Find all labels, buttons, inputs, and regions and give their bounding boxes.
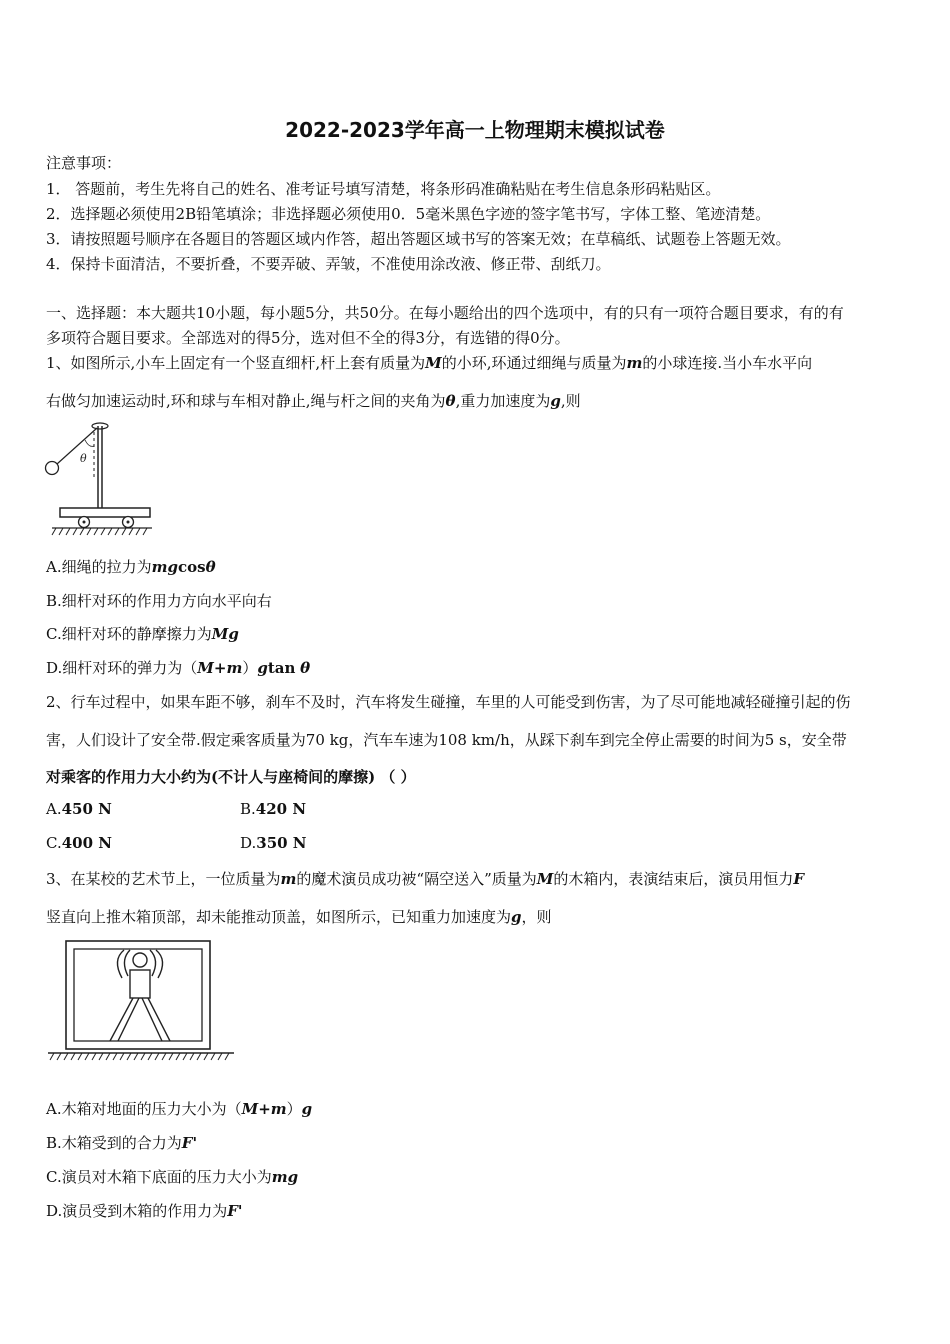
q2-stem-line-3: 对乘客的作用力大小约为(不计人与座椅间的摩擦) （ ）	[46, 768, 416, 786]
section-intro-line-1: 一、选择题：本大题共10小题，每小题5分，共50分。在每小题给出的四个选项中，有的只有一项符合题目要求，有的有	[46, 304, 844, 322]
theta-label: θ	[80, 452, 87, 465]
q1-option-d: D.细杆对环的弹力为（M+m）gtan θ	[46, 659, 311, 677]
q2-stem-line-2: 害，人们设计了安全带.假定乘客质量为70 kg，汽车车速为108 km/h，从踩下刹车到完全停止需要的时间为5 s，安全带	[46, 731, 847, 749]
ball	[46, 462, 59, 475]
q2-option-d: D.350 N	[240, 834, 307, 852]
q3-stem-line-2: 竖直向上推木箱顶部，却未能推动顶盖，如图所示，已知重力加速度为g，则	[46, 908, 552, 926]
q3-option-c: C.演员对木箱下底面的压力大小为mg	[46, 1168, 299, 1186]
q1-stem-line-1: 1、如图所示,小车上固定有一个竖直细杆,杆上套有质量为M的小环,环通过细绳与质量为m的小球连接.当小车水平向	[46, 354, 813, 372]
q1-option-b: B.细杆对环的作用力方向水平向右	[46, 592, 272, 610]
performer	[110, 950, 170, 1041]
notice-item-4: 4．保持卡面清洁，不要折叠，不要弄破、弄皱，不准使用涂改液、修正带、刮纸刀。	[46, 255, 611, 273]
notice-item-1: 1． 答题前，考生先将自己的姓名、准考证号填写清楚，将条形码准确粘贴在考生信息条形码粘贴区。	[46, 180, 721, 198]
q2-option-b: B.420 N	[240, 800, 307, 818]
q3-stem-line-1: 3、在某校的艺术节上，一位质量为m的魔术演员成功被“隔空送入”质量为M的木箱内，表演结束后，演员用恒力F	[46, 870, 805, 888]
page-title: 2022-2023学年高一上物理期末模拟试卷	[285, 118, 665, 142]
q3-option-a: A.木箱对地面的压力大小为（M+m）g	[46, 1100, 313, 1118]
notice-item-2: 2．选择题必须使用2B铅笔填涂；非选择题必须使用0．5毫米黑色字迹的签字笔书写，字体工整、笔迹清楚。	[46, 205, 771, 223]
q3-option-d: D.演员受到木箱的作用力为F'	[46, 1202, 243, 1220]
cart-body	[60, 508, 150, 517]
notice-heading: 注意事项：	[46, 154, 122, 172]
q2-option-c: C.400 N	[46, 834, 112, 852]
q3-option-b: B.木箱受到的合力为F'	[46, 1134, 198, 1152]
q3-box-figure	[44, 938, 236, 1066]
q1-option-a: A.细绳的拉力为mgcosθ	[46, 558, 216, 576]
q2-option-a: A.450 N	[46, 800, 112, 818]
q1-option-c: C.细杆对环的静摩擦力为Mg	[46, 625, 239, 643]
notice-item-3: 3．请按照题号顺序在各题目的答题区域内作答，超出答题区域书写的答案无效；在草稿纸、试题卷上答题无效。	[46, 230, 791, 248]
ring	[92, 423, 108, 429]
q1-cart-figure	[40, 418, 160, 540]
section-intro-line-2: 多项符合题目要求。全部选对的得5分，选对但不全的得3分，有选错的得0分。	[46, 329, 570, 347]
q1-stem-line-2: 右做匀加速运动时,环和球与车相对静止,绳与杆之间的夹角为θ,重力加速度为g,则	[46, 392, 581, 410]
q2-stem-line-1: 2、行车过程中，如果车距不够，刹车不及时，汽车将发生碰撞，车里的人可能受到伤害，为了尽可能地减轻碰撞引起的伤	[46, 693, 851, 711]
